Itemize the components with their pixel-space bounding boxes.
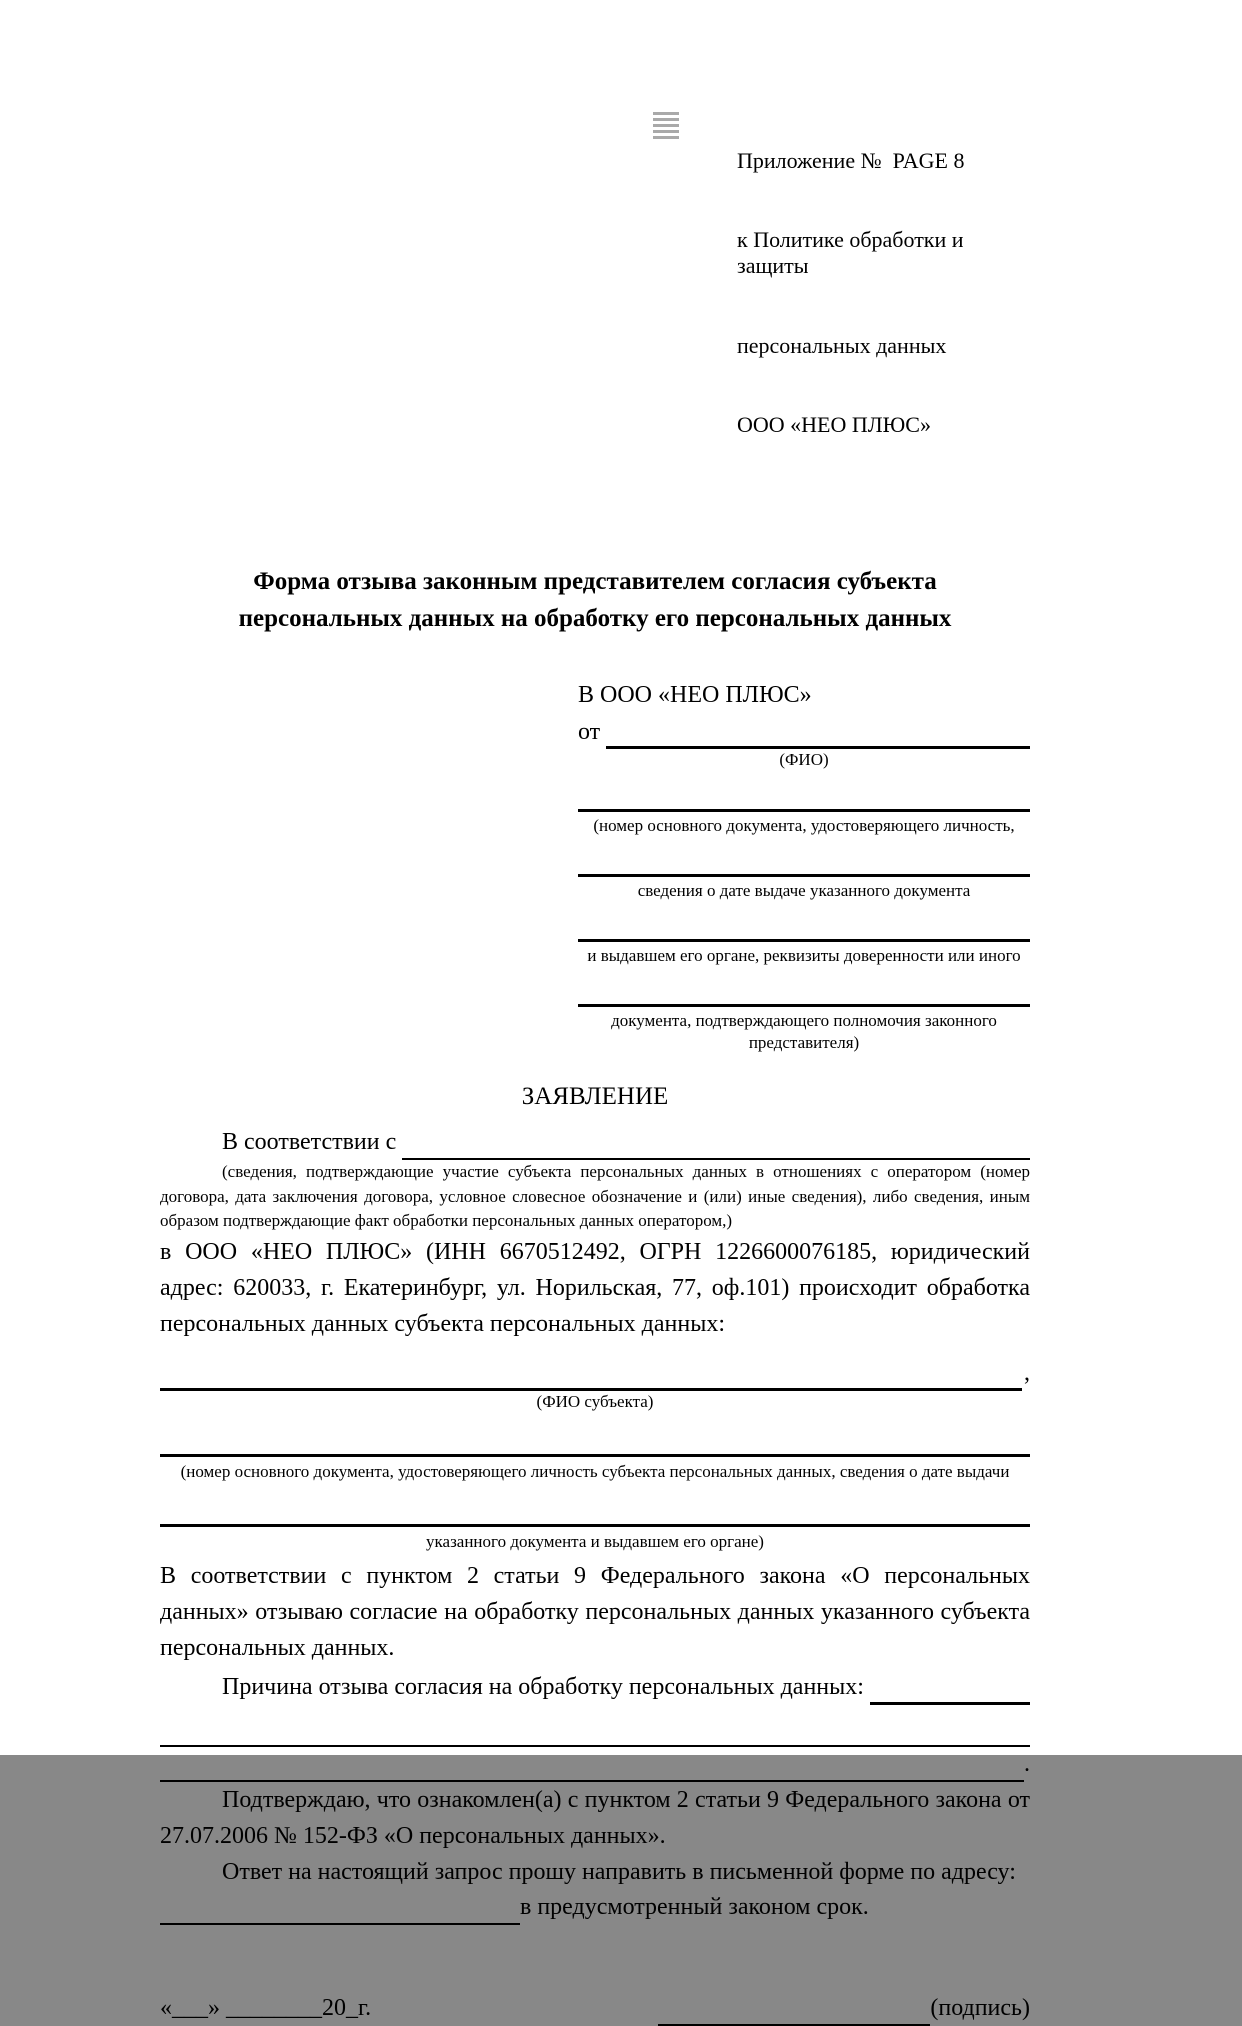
reason-blank-field — [870, 1675, 1030, 1706]
title-line-2: персональных данных на обработку его персональных данных — [238, 605, 952, 633]
accordance-label: В соответствии с — [222, 1129, 397, 1156]
doc-authority-blank-field — [578, 982, 1030, 1007]
signature-block — [658, 1991, 1030, 2026]
operator-paragraph: в ООО «НЕО ПЛЮС» (ИНН 6670512492, ОГРН 1226600076185, юридический адрес: 620033, г. Екатеринбург, ул. Норильская, 77, оф.101) происходит обработка персональных данных субъекта персональных данных: — [160, 1238, 1030, 1337]
hidden-formatting-marker-icon — [653, 112, 679, 142]
title-line-1: Форма отзыва законным представителем согласия субъекта — [253, 567, 937, 595]
doc-date-unit — [578, 852, 1030, 901]
accordance-row — [160, 1125, 1030, 1160]
doc-date-blank-field — [578, 852, 1030, 877]
doc-number-blank-field — [578, 787, 1030, 812]
date-line: «___» ________20_г. — [160, 1994, 372, 2021]
subject-doc-blank-field-2 — [160, 1504, 1030, 1527]
appendix-policy-line: к Политике обработки и защиты — [737, 226, 970, 279]
from-label: от — [578, 718, 601, 745]
subject-doc-caption-1: (номер основного документа, удостоверяющего личность субъекта персональных данных, сведения о дате выдачи — [180, 1461, 1010, 1481]
doc-issuer-caption: и выдавшем его органе, реквизиты доверенности или иного — [587, 946, 1021, 966]
doc-authority-unit — [578, 982, 1030, 1053]
doc-issuer-blank-field — [578, 917, 1030, 942]
subject-doc-unit-1 — [160, 1434, 1030, 1482]
signature-blank-field — [658, 1996, 930, 2026]
doc-date-caption: сведения о дате выдаче указанного документа — [637, 880, 971, 900]
appendix-number: Приложение № PAGE 8 — [737, 147, 965, 173]
reason-blank-line-2 — [160, 1756, 1024, 1782]
date-signature-row — [160, 1991, 1030, 2026]
reply-paragraph: Ответ на настоящий запрос прошу направить в письменной форме по адресу: — [222, 1859, 1016, 1886]
addressee-to: В ООО «НЕО ПЛЮС» — [578, 681, 812, 708]
subject-doc-blank-field-1 — [160, 1434, 1030, 1457]
fine-print-note: (сведения, подтверждающие участие субъекта персональных данных в отношениях с оператором (номер договора, дата заключения договора, условное словесное обозначение и (или) иные сведения), либо сведения, иным образом подтверждающие факт обработки персональных данных оператором,) — [160, 1162, 1030, 1231]
reply-address-blank-field — [160, 1895, 520, 1925]
signature-caption: (подпись) — [930, 1994, 1030, 2021]
reason-label: Причина отзыва согласия на обработку персональных данных: — [222, 1674, 864, 1701]
subject-doc-unit-2 — [160, 1504, 1030, 1552]
appendix-header — [737, 95, 1030, 491]
subject-fio-comma: , — [1024, 1359, 1030, 1386]
reason-blank-line-2-row — [160, 1747, 1030, 1782]
accordance-blank-field — [402, 1130, 1030, 1160]
from-row — [578, 715, 1030, 750]
doc-issuer-unit — [578, 917, 1030, 966]
reason-row — [160, 1670, 1030, 1705]
confirm-paragraph: Подтверждаю, что ознакомлен(а) с пунктом 2 статьи 9 Федерального закона от 27.07.2006 № 152-ФЗ «О персональных данных». — [160, 1787, 1030, 1850]
appendix-policy-line2: персональных данных — [737, 332, 947, 358]
subject-fio-blank-field — [160, 1360, 1022, 1391]
withdrawal-paragraph: В соответствии с пунктом 2 статьи 9 Федерального закона «О персональных данных» отзываю согласие на обработку персональных данных указанного субъекта персональных данных. — [160, 1563, 1030, 1662]
doc-authority-caption: документа, подтверждающего полномочия законного представителя) — [611, 1011, 997, 1052]
reply-address-row — [160, 1890, 1030, 1925]
statement-heading: ЗАЯВЛЕНИЕ — [521, 1082, 669, 1110]
doc-number-unit — [578, 787, 1030, 836]
subject-fio-caption: (ФИО субъекта) — [536, 1391, 654, 1411]
reason-blank-line-1 — [160, 1705, 1030, 1747]
addressee-block — [578, 678, 1030, 1053]
doc-number-caption: (номер основного документа, удостоверяющего личность, — [593, 815, 1015, 835]
reason-line-period: . — [1024, 1751, 1030, 1778]
subject-fio-row — [160, 1356, 1030, 1391]
subject-doc-caption-2: указанного документа и выдавшем его органе) — [426, 1532, 764, 1552]
from-fio-blank-field — [606, 719, 1030, 750]
company-name: ООО «НЕО ПЛЮС» — [737, 411, 931, 437]
document-title — [160, 563, 1030, 638]
reply-suffix: в предусмотренный законом срок. — [520, 1894, 869, 1921]
fio-caption: (ФИО) — [779, 750, 829, 770]
